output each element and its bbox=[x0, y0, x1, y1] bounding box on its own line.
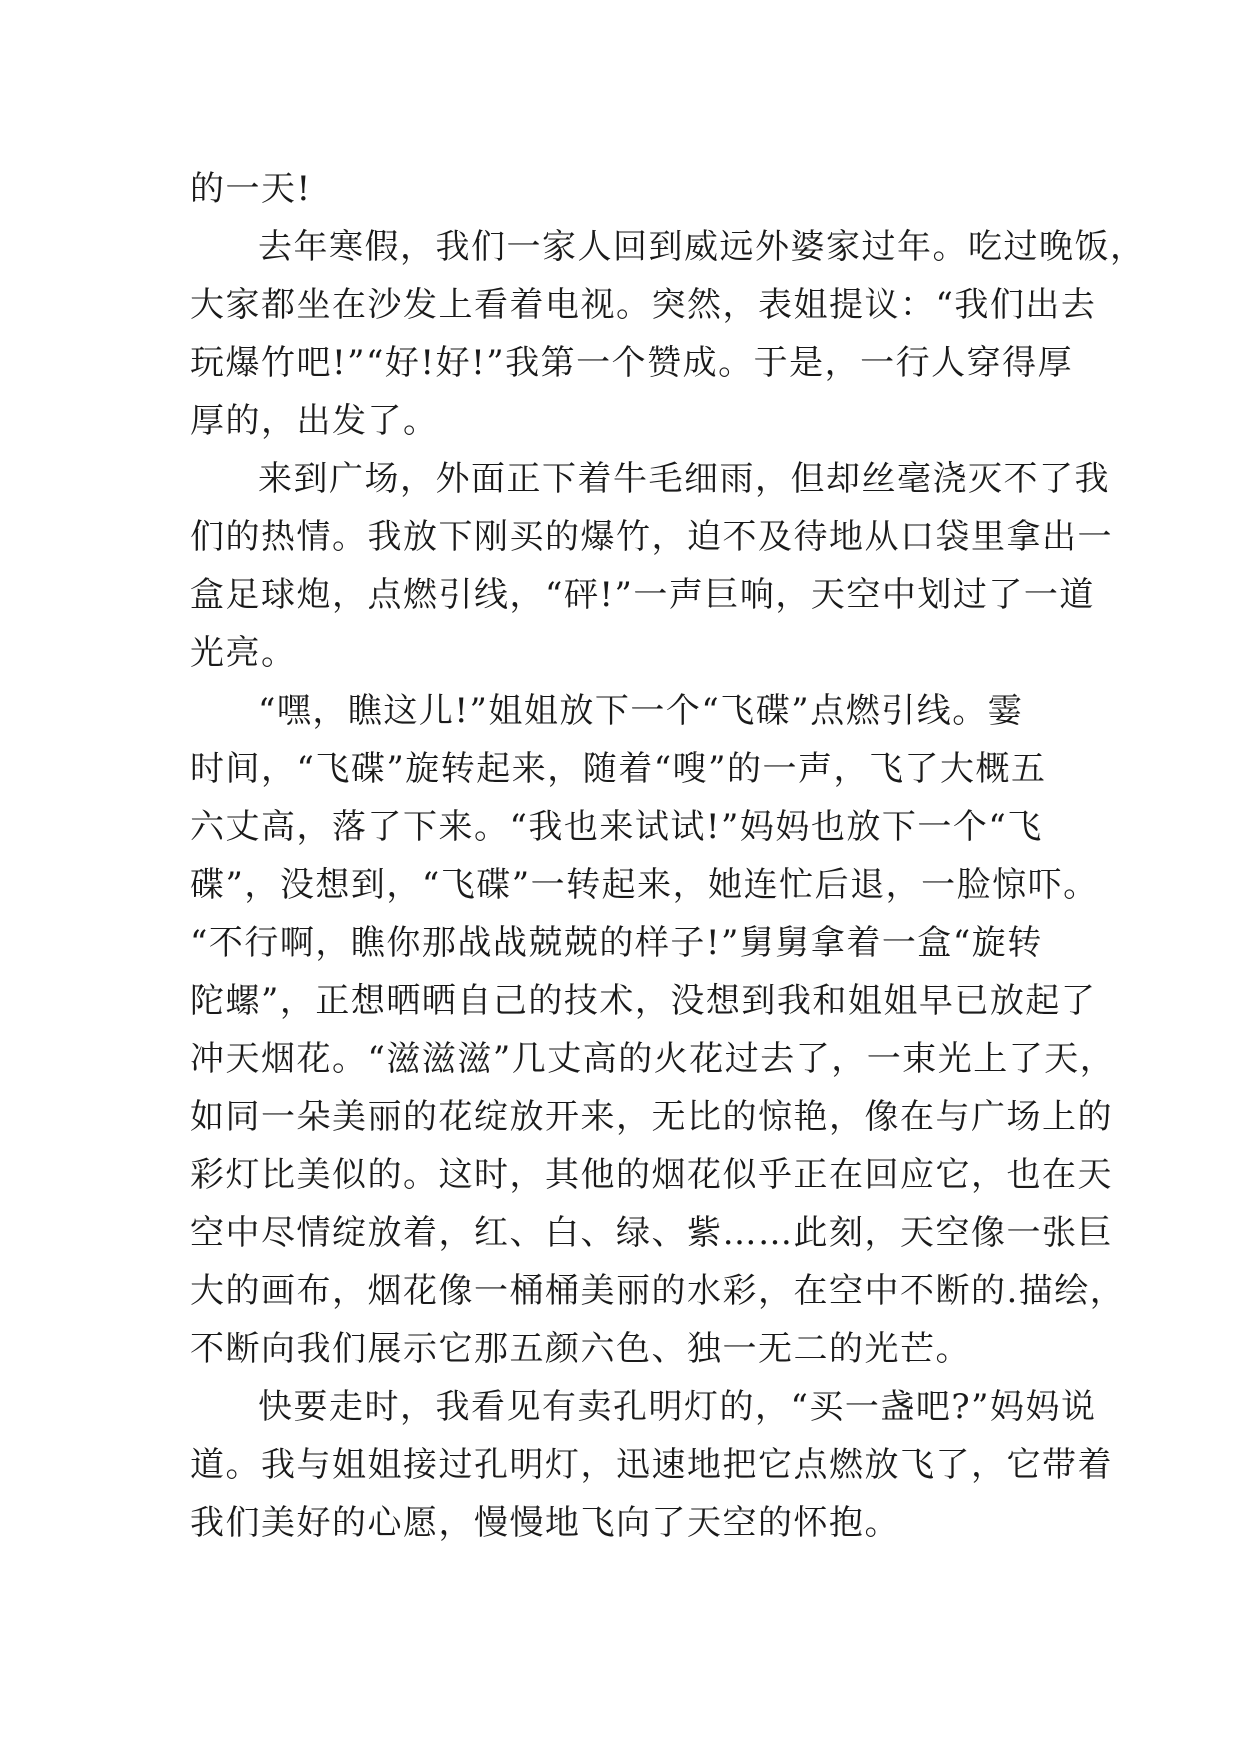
text-line: 快要走时，我看见有卖孔明灯的，“买一盏吧?”妈妈说 bbox=[258, 1387, 1097, 1427]
text-line: 厚的，出发了。 bbox=[190, 401, 439, 441]
text-line: 去年寒假，我们一家人回到威远外婆家过年。吃过晚饭， bbox=[258, 227, 1146, 267]
text-line: 空中尽情绽放着，红、白、绿、紫……此刻，天空像一张巨 bbox=[190, 1213, 1113, 1253]
text-line: “不行啊，瞧你那战战兢兢的样子!”舅舅拿着一盒“旋转 bbox=[190, 923, 1043, 963]
text-line: 六丈高，落了下来。“我也来试试!”妈妈也放下一个“飞 bbox=[190, 807, 1043, 847]
text-line: 光亮。 bbox=[190, 633, 297, 673]
text-line: 盒足球炮，点燃引线，“砰!”一声巨响，天空中划过了一道 bbox=[190, 575, 1095, 615]
text-line: 如同一朵美丽的花绽放开来，无比的惊艳，像在与广场上的 bbox=[190, 1097, 1113, 1137]
text-line: 大的画布，烟花像一桶桶美丽的水彩，在空中不断的.描绘， bbox=[190, 1271, 1126, 1311]
text-line: 玩爆竹吧!”“好!好!”我第一个赞成。于是，一行人穿得厚 bbox=[190, 343, 1074, 383]
text-line: 碟”，没想到，“飞碟”一转起来，她连忙后退，一脸惊吓。 bbox=[190, 865, 1099, 905]
text-line: 道。我与姐姐接过孔明灯，迅速地把它点燃放飞了，它带着 bbox=[190, 1445, 1113, 1485]
text-line: 不断向我们展示它那五颜六色、独一无二的光芒。 bbox=[190, 1329, 971, 1369]
text-line: 冲天烟花。“滋滋滋”几丈高的火花过去了，一束光上了天， bbox=[190, 1039, 1116, 1079]
text-line: “嘿，瞧这儿!”姐姐放下一个“飞碟”点燃引线。霎 bbox=[258, 691, 1024, 731]
text-line: 大家都坐在沙发上看着电视。突然，表姐提议：“我们出去 bbox=[190, 285, 1097, 325]
text-line: 来到广场，外面正下着牛毛细雨，但却丝毫浇灭不了我 bbox=[258, 459, 1110, 499]
text-line: 们的热情。我放下刚买的爆竹，迫不及待地从口袋里拿出一 bbox=[190, 517, 1113, 557]
text-line: 的一天! bbox=[190, 169, 312, 209]
essay-body bbox=[190, 160, 1146, 1552]
text-line: 彩灯比美似的。这时，其他的烟花似乎正在回应它，也在天 bbox=[190, 1155, 1113, 1195]
text-line: 我们美好的心愿，慢慢地飞向了天空的怀抱。 bbox=[190, 1503, 900, 1543]
text-line: 时间，“飞碟”旋转起来，随着“嗖”的一声，飞了大概五 bbox=[190, 749, 1047, 789]
text-line: 陀螺”，正想晒晒自己的技术，没想到我和姐姐早已放起了 bbox=[190, 981, 1097, 1021]
